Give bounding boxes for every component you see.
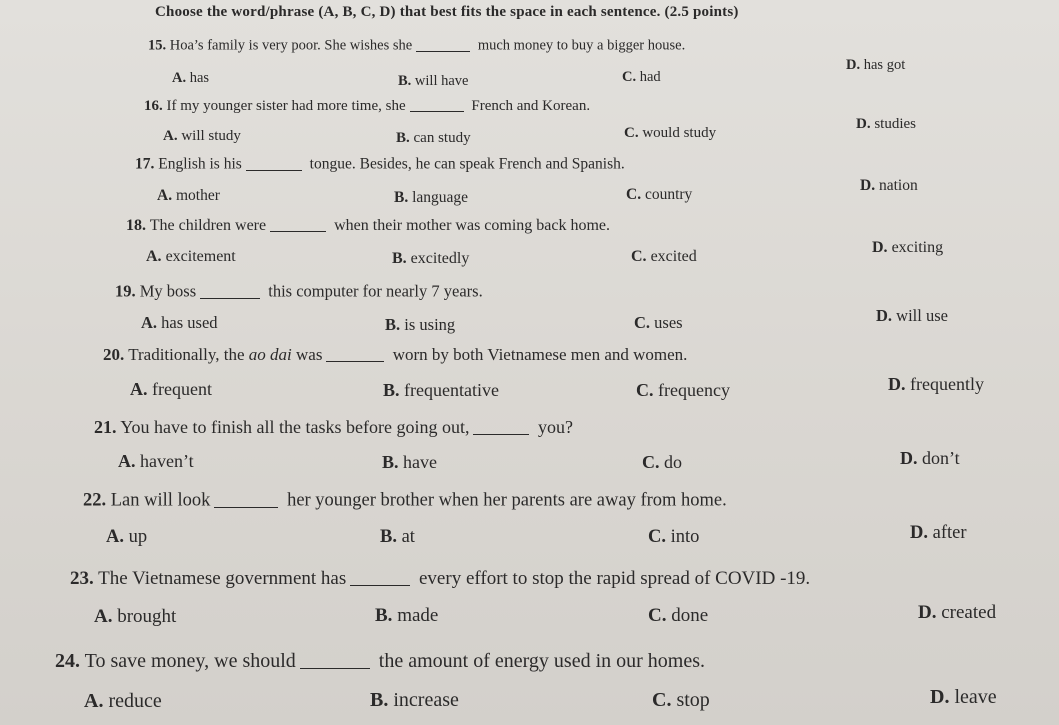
option-d: D. exciting: [872, 239, 944, 256]
option-a: A. frequent: [130, 379, 212, 399]
answer-blank: [416, 36, 470, 52]
option-a: A. brought: [94, 606, 177, 627]
option-a: A. mother: [157, 187, 220, 204]
option-b: B. language: [394, 189, 469, 206]
option-d: D. has got: [846, 57, 906, 73]
instruction: Choose the word/phrase (A, B, C, D) that best fits the space in each sentence. (2.5 points): [155, 4, 739, 20]
option-c: C. had: [622, 69, 661, 85]
answer-blank: [200, 281, 260, 299]
question-17: 17. English is his tongue. Besides, he can speak French and Spanish.: [135, 155, 625, 173]
option-d: D. studies: [856, 116, 917, 132]
option-b: B. made: [375, 605, 439, 626]
option-a: A. has: [172, 70, 210, 86]
option-c: C. excited: [631, 248, 697, 265]
option-d: D. frequently: [888, 374, 984, 394]
option-b: B. will have: [398, 73, 469, 89]
option-c: C. would study: [624, 125, 717, 141]
question-23: 23. The Vietnamese government has every effort to stop the rapid spread of COVID -19.: [70, 568, 811, 589]
answer-blank: [270, 215, 326, 232]
option-d: D. don’t: [900, 448, 960, 468]
option-d: D. leave: [930, 686, 997, 708]
answer-blank: [326, 344, 384, 362]
option-b: B. have: [382, 452, 437, 472]
answer-blank: [246, 154, 302, 171]
question-18: 18. The children were when their mother was coming back home.: [126, 217, 611, 234]
answer-blank: [214, 488, 278, 508]
option-d: D. will use: [876, 306, 948, 325]
option-d: D. nation: [860, 177, 918, 194]
option-b: B. is using: [385, 315, 456, 334]
option-c: C. done: [648, 605, 709, 626]
question-21: 21. You have to finish all the tasks before going out, you?: [94, 417, 573, 437]
question-20: 20. Traditionally, the ao dai was worn by both Vietnamese men and women.: [103, 345, 688, 364]
question-22: 22. Lan will look her younger brother when her parents are away from home.: [83, 488, 727, 512]
option-a: A. has used: [141, 313, 218, 332]
option-b: B. frequentative: [383, 380, 499, 400]
option-a: A. will study: [163, 128, 241, 144]
option-b: B. excitedly: [392, 250, 470, 267]
option-a: A. up: [106, 527, 148, 547]
answer-blank: [350, 566, 410, 586]
answer-blank: [300, 648, 370, 669]
option-d: D. created: [918, 602, 997, 623]
option-b: B. at: [380, 527, 415, 547]
answer-blank: [473, 416, 529, 435]
option-a: A. haven’t: [118, 451, 194, 471]
option-b: B. increase: [370, 689, 459, 711]
option-c: C. do: [642, 452, 682, 472]
question-19: 19. My boss this computer for nearly 7 years.: [115, 281, 483, 301]
question-15: 15. Hoa’s family is very poor. She wishes she much money to buy a bigger house.: [148, 37, 686, 54]
answer-blank: [410, 96, 464, 112]
option-c: C. uses: [634, 313, 683, 332]
option-c: C. country: [626, 186, 693, 203]
option-d: D. after: [910, 523, 967, 543]
question-24: 24. To save money, we should the amount of energy used in our homes.: [55, 650, 706, 672]
option-b: B. can study: [396, 130, 471, 146]
option-a: A. reduce: [84, 690, 162, 712]
option-c: C. stop: [652, 689, 710, 711]
option-c: C. frequency: [636, 380, 730, 400]
option-c: C. into: [648, 527, 700, 547]
question-16: 16. If my younger sister had more time, she French and Korean.: [144, 98, 591, 114]
option-a: A. excitement: [146, 248, 236, 265]
